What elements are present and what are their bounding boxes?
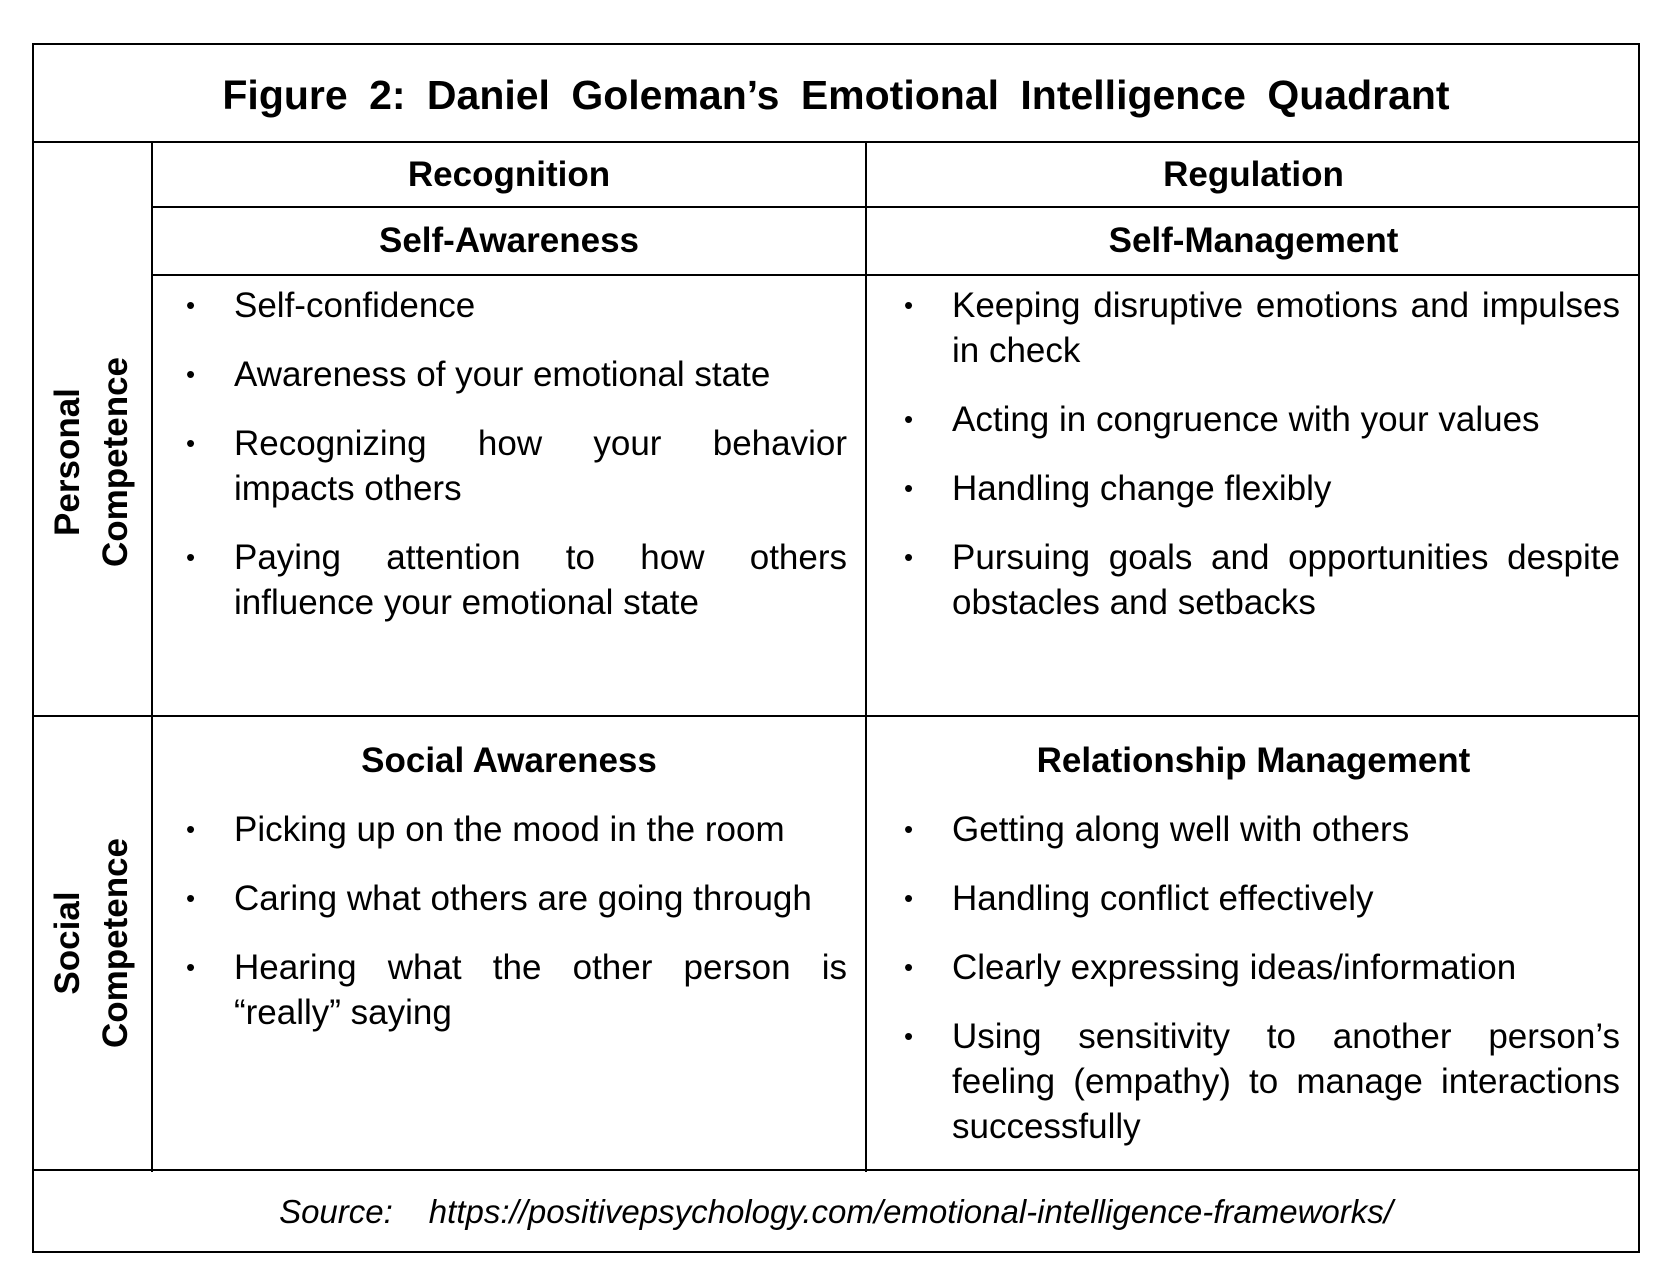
bullet-icon: • [186,883,196,913]
row-label-personal-line2: Competence [96,356,136,567]
list-item: • Picking up on the mood in the room [186,807,847,852]
quadrant-heading-social-awareness: Social Awareness [361,741,657,780]
row-label-social-line2: Competence [96,837,136,1049]
social-awareness-list [186,807,847,1059]
bullet-icon: • [904,952,914,982]
source-citation [34,1171,1638,1253]
bullet-icon: • [904,404,914,434]
rule-below-top-quadrant-headings [151,274,1640,276]
quadrant-heading-self-management: Self-Management [1108,221,1399,260]
bullet-icon: • [186,428,196,458]
self-awareness-list [186,283,847,649]
column-header-regulation: Regulation [1163,154,1344,194]
rule-row-label-column [151,141,153,1172]
list-item: • Awareness of your emotional state [186,352,847,397]
source-url[interactable]: https://positivepsychology.com/emotional-intelligence-frameworks/ [428,1193,1393,1230]
list-item: • Recognizing how your behavior impacts others [186,421,847,511]
figure-title: Figure 2: Daniel Goleman’s Emotional Intelligence Quadrant [222,71,1450,118]
bullet-icon: • [904,814,914,844]
row-label-social-line1: Social [48,891,88,995]
list-item: • Caring what others are going through [186,876,847,921]
bullet-icon: • [904,883,914,913]
list-item: • Paying attention to how others influence your emotional state [186,535,847,625]
quadrant-heading-relationship-management: Relationship Management [1036,741,1471,780]
list-item: • Acting in congruence with your values [904,397,1620,442]
row-label-personal-competence [34,208,151,715]
list-item: • Clearly expressing ideas/information [904,945,1620,990]
ei-quadrant-figure [32,43,1640,1253]
list-item: • Getting along well with others [904,807,1620,852]
list-item: • Self-confidence [186,283,847,328]
bullet-icon: • [186,290,196,320]
bullet-icon: • [904,542,914,572]
rule-between-columns [865,141,867,1172]
relationship-management-list [904,807,1620,1173]
bullet-icon: • [904,473,914,503]
rule-between-rows [34,715,1638,717]
source-label: Source: [279,1193,393,1230]
bullet-icon: • [904,1021,914,1051]
list-item: • Pursuing goals and opportunities despite obstacles and setbacks [904,535,1620,625]
bullet-icon: • [186,814,196,844]
bullet-icon: • [186,542,196,572]
column-header-recognition: Recognition [407,154,611,194]
list-item: • Handling conflict effectively [904,876,1620,921]
list-item: • Handling change flexibly [904,466,1620,511]
bullet-icon: • [186,952,196,982]
list-item: • Hearing what the other person is “really” saying [186,945,847,1035]
quadrant-heading-self-awareness: Self-Awareness [378,221,640,260]
bullet-icon: • [904,290,914,320]
self-management-list [904,283,1620,649]
row-label-personal-line1: Personal [48,387,88,536]
list-item: • Using sensitivity to another person’s feeling (empathy) to manage interactions successfully [904,1014,1620,1149]
row-label-social-competence [34,717,151,1169]
list-item: • Keeping disruptive emotions and impulses in check [904,283,1620,373]
bullet-icon: • [186,359,196,389]
